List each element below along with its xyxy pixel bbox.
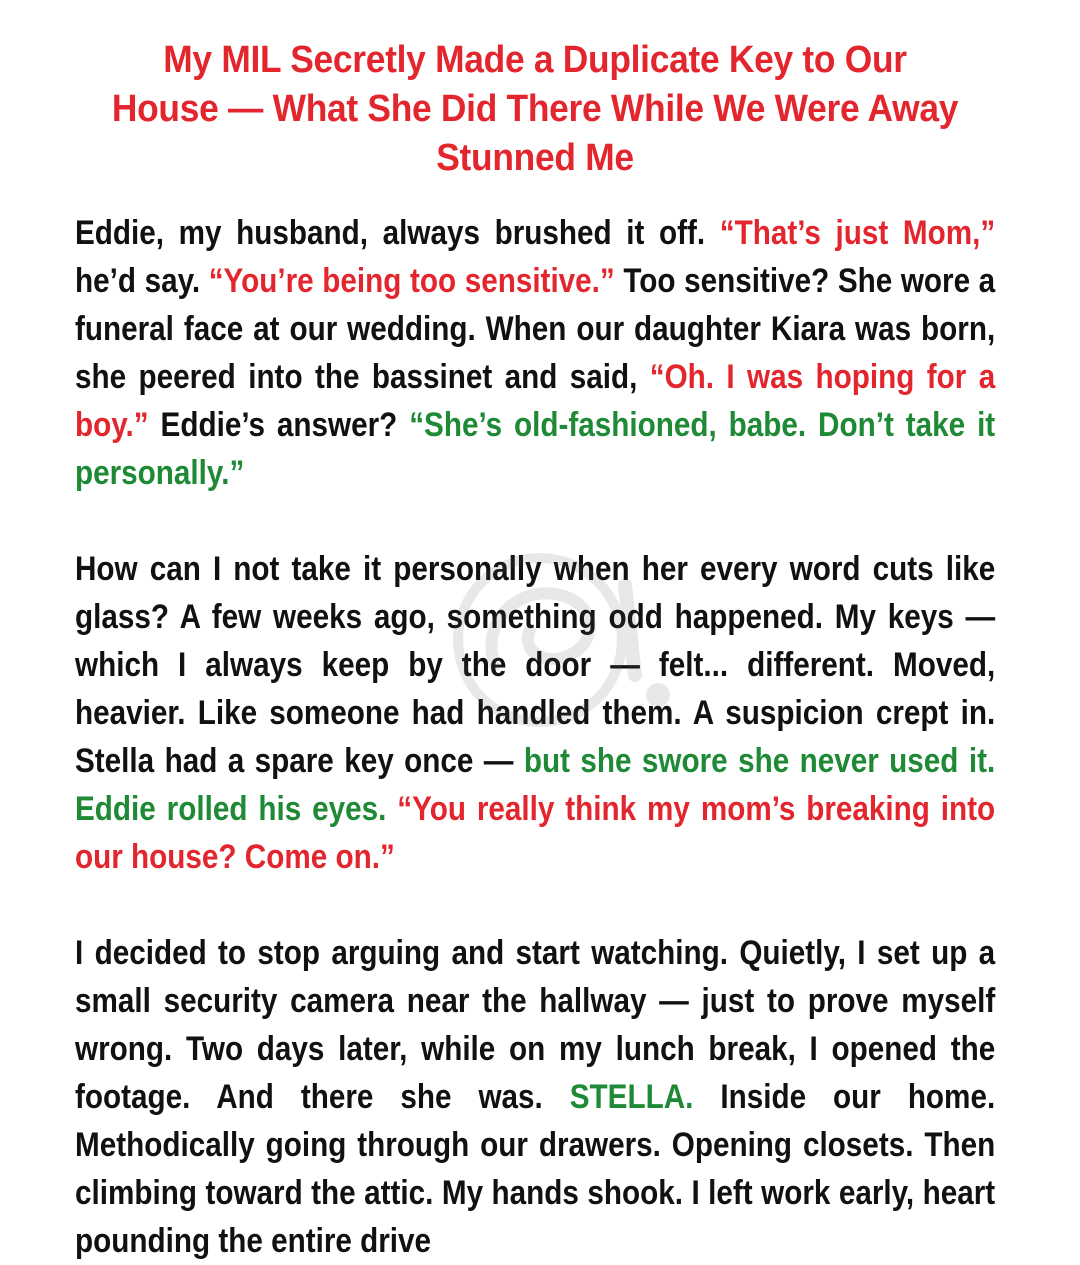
watermark-logo-icon [420, 545, 690, 735]
title-line-3: Stunned Me [436, 137, 634, 179]
narration-text: Too sensitive? She wore a funeral face at our wedding. When our daughter Kiara was born, she peered into the bassinet and said, [75, 262, 996, 396]
quote-red: “You’re being too sensitive.” [208, 262, 615, 300]
narration-text: Inside our home. Methodically going through our drawers. Opening closets. Then climbing toward the attic. My hands shook. I left work early, heart pounding the entire drive [75, 1078, 996, 1260]
story-paragraph-1 [75, 209, 995, 497]
title-line-2: House — What She Did There While We Were Away [111, 88, 959, 130]
narration-text: Eddie’s answer? [148, 406, 410, 444]
narration-text: Eddie, my husband, always brushed it off. [75, 214, 720, 252]
narration-text: How can I not take it personally when her every word cuts like glass? A few weeks ago, something odd happened. My keys — which I always keep by the door — felt... different. Moved, heavier. Like someone had handled them. A suspicion crept in. Stella had a spare key once — [75, 550, 996, 780]
highlight-green: STELLA. [569, 1078, 694, 1116]
highlight-green: but she swore she never used it. Eddie rolled his eyes. [75, 742, 996, 828]
article-title [107, 36, 963, 183]
quote-green: “She’s old-fashioned, babe. Don’t take it personally.” [75, 406, 996, 492]
narration-text: he’d say. [75, 262, 209, 300]
narration-text [386, 790, 397, 828]
paragraph-spacer [75, 881, 995, 929]
story-paragraph-3 [75, 929, 995, 1265]
quote-red: “That’s just Mom,” [719, 214, 996, 252]
quote-red: “Oh. I was hoping for a boy.” [75, 358, 996, 444]
quote-red: “You really think my mom’s breaking into our house? Come on.” [75, 790, 996, 876]
paragraph-spacer [75, 497, 995, 545]
narration-text: I decided to stop arguing and start watching. Quietly, I set up a small security camera near the hallway — just to prove myself wrong. Two days later, while on my lunch break, I opened the footage. And there she was. [75, 934, 996, 1116]
title-line-1: My MIL Secretly Made a Duplicate Key to Our [163, 39, 907, 81]
